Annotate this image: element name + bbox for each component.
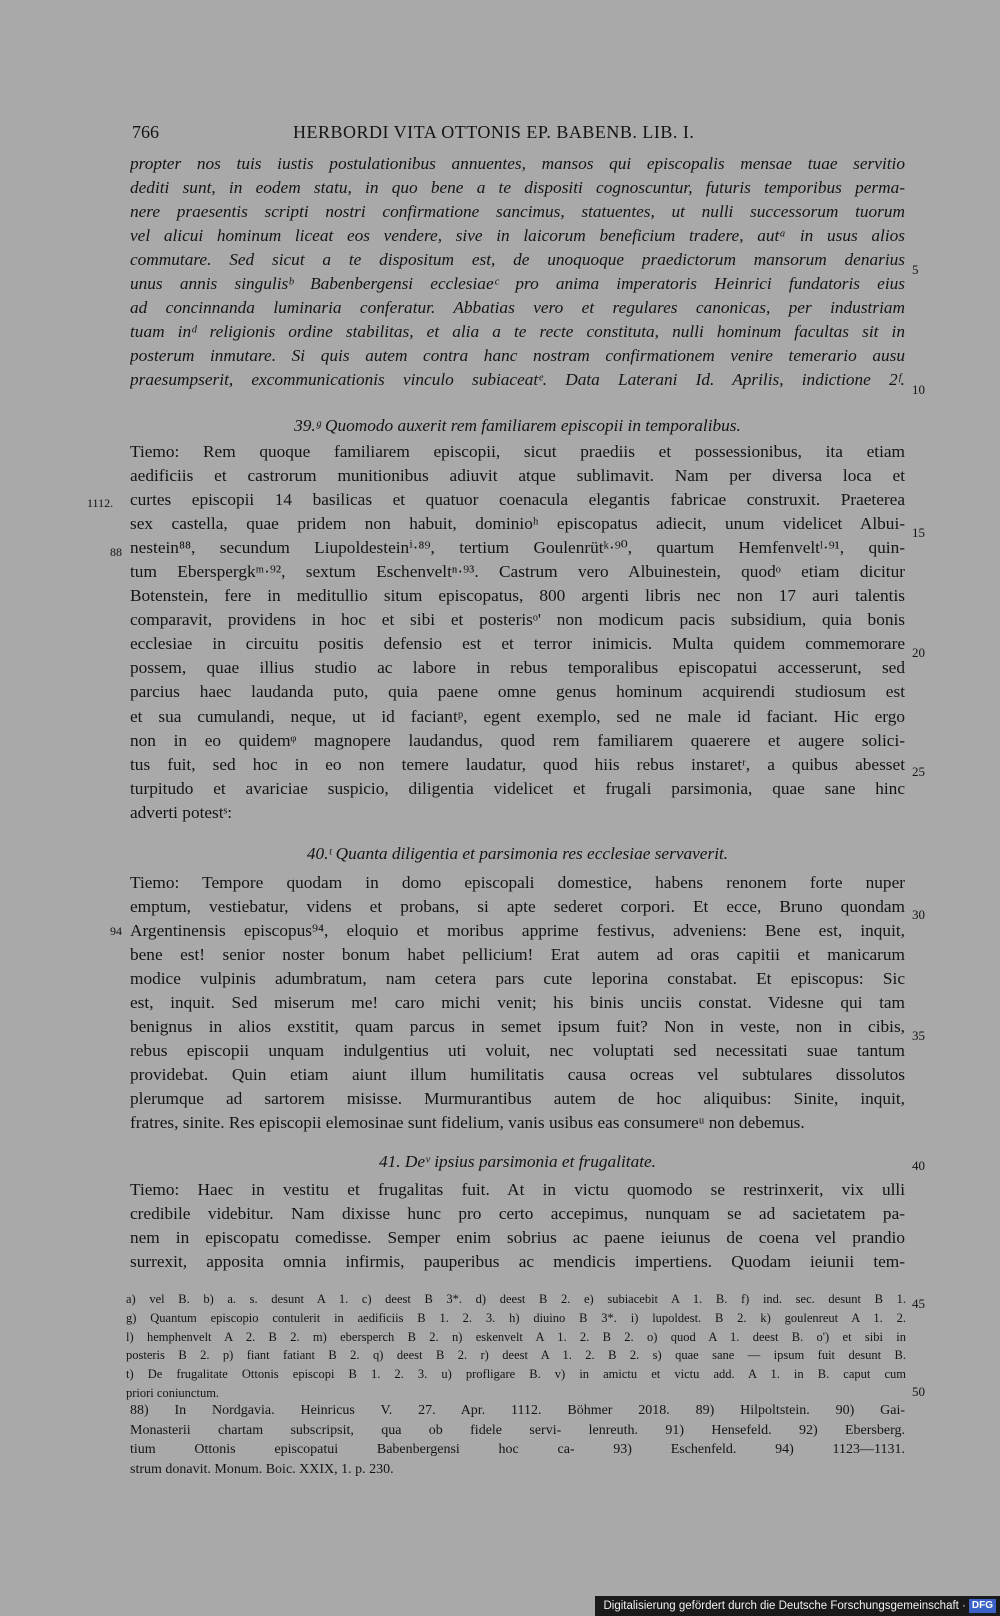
note-line: Monasterii chartam subscripsit, qua ob fidele servi- lenreuth. 91) Hensefeld. 92) Ebersberg. bbox=[130, 1422, 905, 1438]
chapter-40-text bbox=[130, 871, 905, 1136]
text-line: nem in episcopatu comedisse. Semper enim sobrius ac paene ieiunus de coena vel prandio bbox=[130, 1228, 905, 1248]
line-number: 30 bbox=[912, 907, 925, 922]
text-line: plerumque ad sartorem misisse. Murmurantibus autem de hoc aliquibus: Sinite, inquit, bbox=[130, 1089, 905, 1109]
text-line: turpitudo et avariciae suspicio, diligentia videlicet et frugali parsimonia, quae sane hinc bbox=[130, 778, 905, 798]
chapter-41-text bbox=[130, 1178, 905, 1274]
line-number: 25 bbox=[912, 764, 925, 779]
line-number: 35 bbox=[912, 1028, 925, 1043]
text-line: et sua cumulandi, neque, ut id faciantᵖ, egent exemplo, sed ne male id faciant. Hic ergo bbox=[130, 706, 905, 726]
text-line: surrexit, apposita omnia infirmis, pauperibus ac mendicis impertiens. Quodam ieiunii tem- bbox=[130, 1252, 905, 1272]
text-line: providebat. Quin etiam aiunt illum humilitatis causa ocreas vel subtulares dissolutos bbox=[130, 1065, 905, 1085]
line-number: 5 bbox=[912, 262, 919, 277]
note-line: strum donavit. Monum. Boic. XXIX, 1. p. 230. bbox=[130, 1461, 394, 1477]
line-number: 10 bbox=[912, 382, 925, 397]
text-line: vel alicui hominum liceat eos vendere, sive in laicorum beneficium tradere, autᵃ in usus alios bbox=[130, 226, 905, 246]
chapter-39-text bbox=[130, 440, 905, 825]
apparatus-line: a) vel B. b) a. s. desunt A 1. c) deest B 3*. d) deest B 2. e) subiacebit A 1. B. f) ind. sec. desunt B 1. bbox=[126, 1292, 906, 1306]
apparatus-line: t) De frugalitate Ottonis episcopi B 1. 2. 3. u) profligare B. v) in amictu et victu add. A 1. in B. caput cum bbox=[126, 1367, 906, 1382]
text-line: bene est! senior noster bonum habet pellicium! Erat autem ad oras capitii et manicarum bbox=[130, 945, 905, 965]
text-line: credibile videbitur. Nam dixisse hunc pro certo accepimus, nunquam se ad sacietatem pa- bbox=[130, 1204, 905, 1224]
line-number: 45 bbox=[912, 1296, 925, 1311]
text-line: ecclesiae in circuitu positis defensio est et terror inimicis. Multa quidem commemorare bbox=[130, 634, 905, 654]
margin-year: 1112. bbox=[87, 496, 114, 510]
chapter-heading: 39.ᵍ Quomodo auxerit rem familiarem episcopii in temporalibus. bbox=[294, 416, 741, 435]
text-line: nestein⁸⁸, secundum Liupoldesteinⁱ·⁸⁹, tertium Goulenrütᵏ·⁹⁰, quartum Hemfenveltˡ·⁹¹, quin- bbox=[130, 538, 905, 558]
chapter-40 bbox=[130, 842, 905, 866]
apparatus-line: g) Quantum episcopio contulerit in aedificiis B 1. 2. 3. h) diuino B 3*. i) lupoldest. B 2. k) goulenreut A 1. 2. bbox=[126, 1310, 906, 1325]
text-line: dediti sunt, in eodem statu, in quo bene a te dispositi cognoscuntur, futuris temporibus perma- bbox=[130, 178, 905, 198]
text-line: modice vulpinis adumbratum, nam cetera pars cute leporina constabat. Et episcopus: Sic bbox=[130, 969, 905, 989]
text-line: possem, quae illius studio ac labore in rebus temporalibus episcopatui accesserunt, sed bbox=[130, 658, 905, 678]
note-line: tium Ottonis episcopatui Babenbergensi hoc ca- 93) Eschenfeld. 94) 1123—1131. bbox=[130, 1442, 905, 1457]
text-line: fratres, sinite. Res episcopii elemosinae sunt fidelium, vanis usibus eas consumereᵘ non debemus. bbox=[130, 1113, 805, 1133]
page-number: 766 bbox=[132, 122, 159, 142]
text-line: Botenstein, fere in meditullio situm episcopatus, 800 argenti libris nec non 17 auri talentis bbox=[130, 586, 905, 606]
apparatus-line: priori coniunctum. bbox=[126, 1385, 220, 1400]
line-number: 20 bbox=[912, 645, 925, 660]
margin-note-ref: 94 bbox=[110, 924, 122, 938]
privilege-text bbox=[130, 152, 905, 392]
dfg-logo-icon: DFG bbox=[969, 1599, 996, 1613]
text-line: parcius haec laudanda puto, quia paene omne genus hominum acquirendi studiosum est bbox=[130, 682, 905, 702]
funding-footer bbox=[595, 1596, 1000, 1616]
text-line: adverti potestˢ: bbox=[130, 802, 233, 822]
footer-text: Digitalisierung gefördert durch die Deutsche Forschungsgemeinschaft · bbox=[603, 1600, 966, 1612]
chapter-heading: 40.ᵗ Quanta diligentia et parsimonia res ecclesiae servaverit. bbox=[306, 844, 729, 863]
chapter-41 bbox=[130, 1150, 905, 1174]
text-line: nere praesentis scripti nostri confirmatione sancimus, statuentes, ut nulli successorum tuorum bbox=[130, 202, 905, 222]
text-line: posterum inmutare. Si quis autem contra hanc nostram confirmationem venire temerario ausu bbox=[130, 346, 905, 366]
text-line: rebus episcopii unquam indulgentius uti voluit, nec voluptati sed necessitati suae tantum bbox=[130, 1041, 905, 1061]
text-line: commutare. Sed sicut a te dispositum est, de unoquoque praedictorum mansorum denarius bbox=[130, 250, 905, 270]
text-line: sex castella, quae pridem non habuit, dominioʰ episcopatus adiecit, unum videlicet Albui- bbox=[130, 514, 905, 534]
text-line: aedificiis et castrorum munitionibus adiuvit atque sublimavit. Nam per diversa loca et bbox=[130, 466, 905, 486]
text-line: unus annis singulisᵇ Babenbergensi ecclesiaeᶜ pro anima imperatoris Heinrici fundatoris eius bbox=[130, 274, 905, 294]
chapter-39 bbox=[130, 414, 905, 438]
critical-apparatus bbox=[126, 1290, 906, 1403]
apparatus-line: posteris B 2. p) fiant fatiant B 2. q) deest B 2. r) deest A 1. 2. B 2. s) quae sane — ipsum fuit desunt B. bbox=[126, 1348, 906, 1363]
margin-note-ref: 88 bbox=[110, 545, 122, 559]
text-line: comparavit, providens in hoc et sibi et posterisᵒ' non modicum pacis subsidium, quia bonis bbox=[130, 610, 905, 630]
text-line: propter nos tuis iustis postulationibus annuentes, mansos qui episcopalis mensae tuae servitio bbox=[130, 154, 905, 173]
running-header bbox=[0, 122, 1000, 148]
chapter-heading: 41. Deᵛ ipsius parsimonia et frugalitate. bbox=[378, 1152, 656, 1171]
text-line: tuam inᵈ religionis ordine stabilitas, et alia a te recte constituta, nulli hominum facultas sit in bbox=[130, 322, 905, 342]
text-line: tus fuit, sed hoc in eo non temere laudatur, quod hiis rebus instaretʳ, a quibus abesset bbox=[130, 754, 905, 774]
text-line: benignus in alios exstitit, quam parcus in semet ipsum fuit? Non in veste, non in cibis, bbox=[130, 1017, 905, 1037]
line-number: 40 bbox=[912, 1158, 925, 1173]
text-line: non in eo quidemᵠ magnopere laudandus, quod rem familiarem quaerere et augere solici- bbox=[130, 730, 905, 750]
running-title: HERBORDI VITA OTTONIS EP. BABENB. LIB. I. bbox=[293, 122, 695, 142]
line-number: 15 bbox=[912, 525, 925, 540]
note-line: 88) In Nordgavia. Heinricus V. 27. Apr. 1112. Böhmer 2018. 89) Hilpoltstein. 90) Gai- bbox=[130, 1403, 905, 1418]
text-line: emptum, vestiebatur, videns et probans, si apte sederet corpori. Et ecce, Bruno quondam bbox=[130, 897, 905, 917]
text-line: ad concinnanda luminaria conferatur. Abbatias vero et regulares canonicas, per industriam bbox=[130, 298, 905, 318]
text-line: curtes episcopii 14 basilicas et quatuor coenacula elegantis fabricae construxit. Praeterea bbox=[130, 490, 905, 510]
historical-notes bbox=[130, 1401, 905, 1479]
text-line: Tiemo: Tempore quodam in domo episcopali domestice, habens renonem forte nuper bbox=[130, 873, 905, 892]
text-line: Tiemo: Haec in vestitu et frugalitas fuit. At in victu quomodo se restrinxerit, vix ulli bbox=[130, 1180, 905, 1199]
text-line: Tiemo: Rem quoque familiarem episcopii, sicut praediis et possessionibus, ita etiam bbox=[130, 442, 905, 461]
text-line: est, inquit. Sed miserum me! caro michi venit; his binis unciis constat. Videsne qui tam bbox=[130, 993, 905, 1013]
apparatus-line: l) hemphenvelt A 2. B 2. m) ebersperch B 2. n) eskenvelt A 1. 2. B 2. o) quod A 1. deest B. o') et sibi in bbox=[126, 1329, 906, 1344]
line-number: 50 bbox=[912, 1384, 925, 1399]
text-line: tum Eberspergkᵐ·⁹², sextum Eschenveltⁿ·⁹³. Castrum vero Albuinestein, quodᵒ etiam dicitur bbox=[130, 562, 905, 582]
text-line: Argentinensis episcopus⁹⁴, eloquio et moribus apprime festivus, adveniens: Bene est, inquit, bbox=[130, 921, 905, 941]
text-line: praesumpserit, excommunicationis vinculo subiaceatᵉ. Data Laterani Id. Aprilis, indictione 2ᶠ. bbox=[130, 370, 905, 390]
